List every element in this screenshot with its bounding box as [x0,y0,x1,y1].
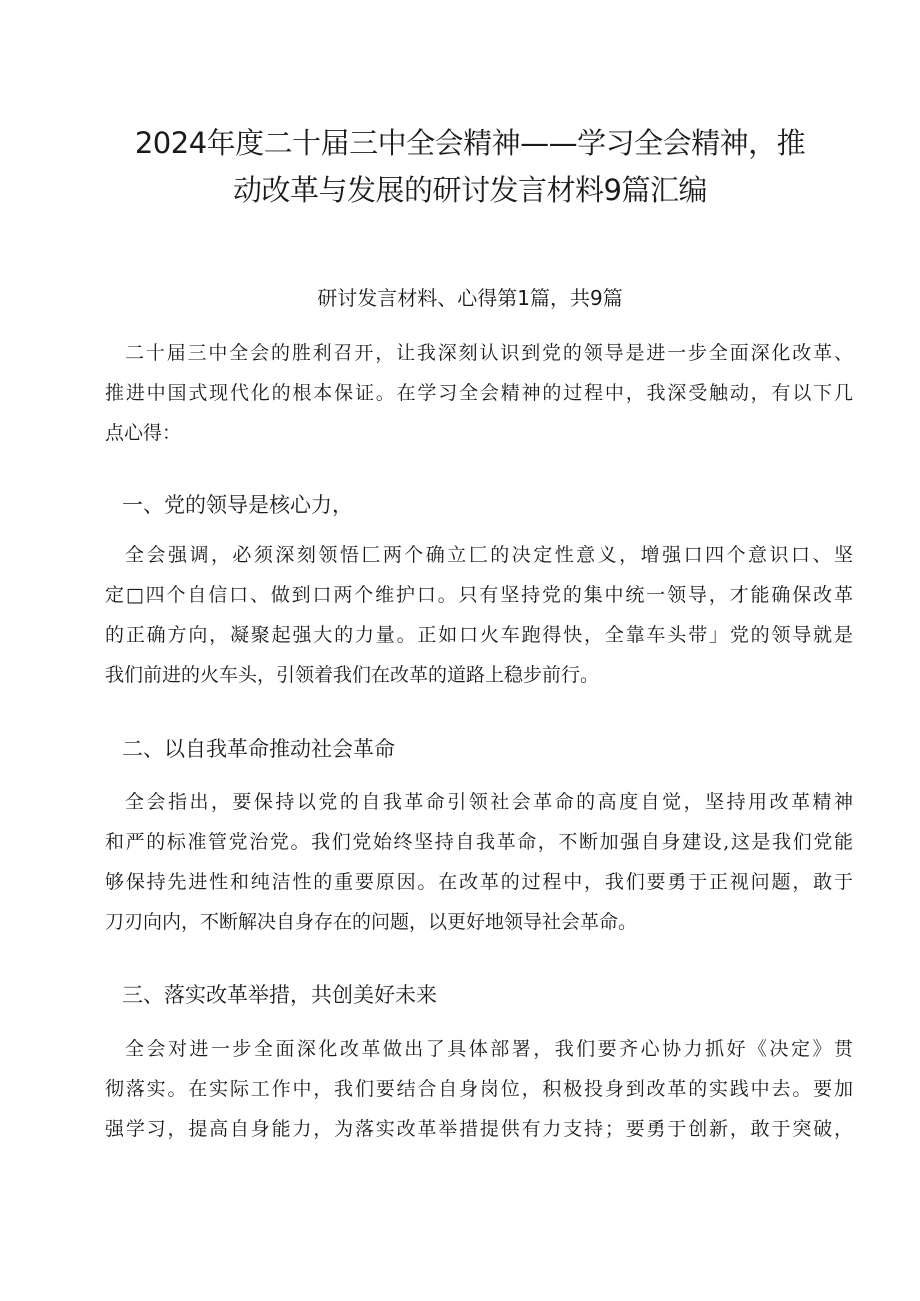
title-line-2: 动改革与发展的研讨发言材料9篇汇编 [233,173,707,207]
section-2-paragraph [105,782,853,942]
paragraph-line: 全会指出，要保持以党的自我革命引领社会革命的高度自觉，坚持用改革精神 [125,791,853,813]
section-1-paragraph [105,535,853,695]
paragraph-line: 够保持先进性和纯洁性的重要原因。在改革的过程中，我们要勇于正视问题，敢于 [105,871,853,893]
paragraph-line: 彻落实。在实际工作中，我们要结合自身岗位，积极投身到改革的实践中去。要加 [105,1078,853,1100]
paragraph-line: 定□四个自信口、做到口两个维护口。只有坚持党的集中统一领导，才能确保改革 [105,584,853,606]
paragraph-line: 推进中国式现代化的根本保证。在学习全会精神的过程中，我深受触动，有以下几 [105,382,853,404]
paragraph-line: 刀刃向内，不断解决自身存在的问题，以更好地领导社会革命。 [105,911,638,933]
section-2-heading: 二、以自我革命推动社会革命 [122,737,395,761]
paragraph-line: 强学习，提高自身能力，为落实改革举措提供有力支持；要勇于创新，敢于突破， [105,1118,853,1140]
paragraph-line: 二十届三中全会的胜利召开，让我深刻认识到党的领导是进一步全面深化改革、 [125,342,853,364]
paragraph-line: 我们前进的火车头，引领着我们在改革的道路上稳步前行。 [105,664,600,686]
paragraph-line: 的正确方向，凝聚起强大的力量。正如口火车跑得快，全靠车头带」党的领导就是 [105,624,853,646]
section-3-paragraph [105,1029,853,1149]
intro-paragraph [105,333,853,453]
section-3-heading: 三、落实改革举措，共创美好未来 [122,983,437,1007]
document-title [100,120,840,214]
section-1-heading: 一、党的领导是核心力， [122,493,353,517]
paragraph-line: 和严的标准管党治党。我们党始终坚持自我革命，不断加强自身建设,这是我们党能 [105,831,853,853]
title-line-1: 2024年度二十届三中全会精神——学习全会精神，推 [134,126,806,160]
paragraph-line: 全会强调，必须深刻领悟匚两个确立匚的决定性意义，增强口四个意识口、坚 [125,544,853,566]
paragraph-line: 全会对进一步全面深化改革做出了具体部署，我们要齐心协力抓好《决定》贯 [125,1038,853,1060]
paragraph-line: 点心得： [105,422,182,444]
document-subtitle: 研讨发言材料、心得第1篇，共9篇 [317,286,623,310]
